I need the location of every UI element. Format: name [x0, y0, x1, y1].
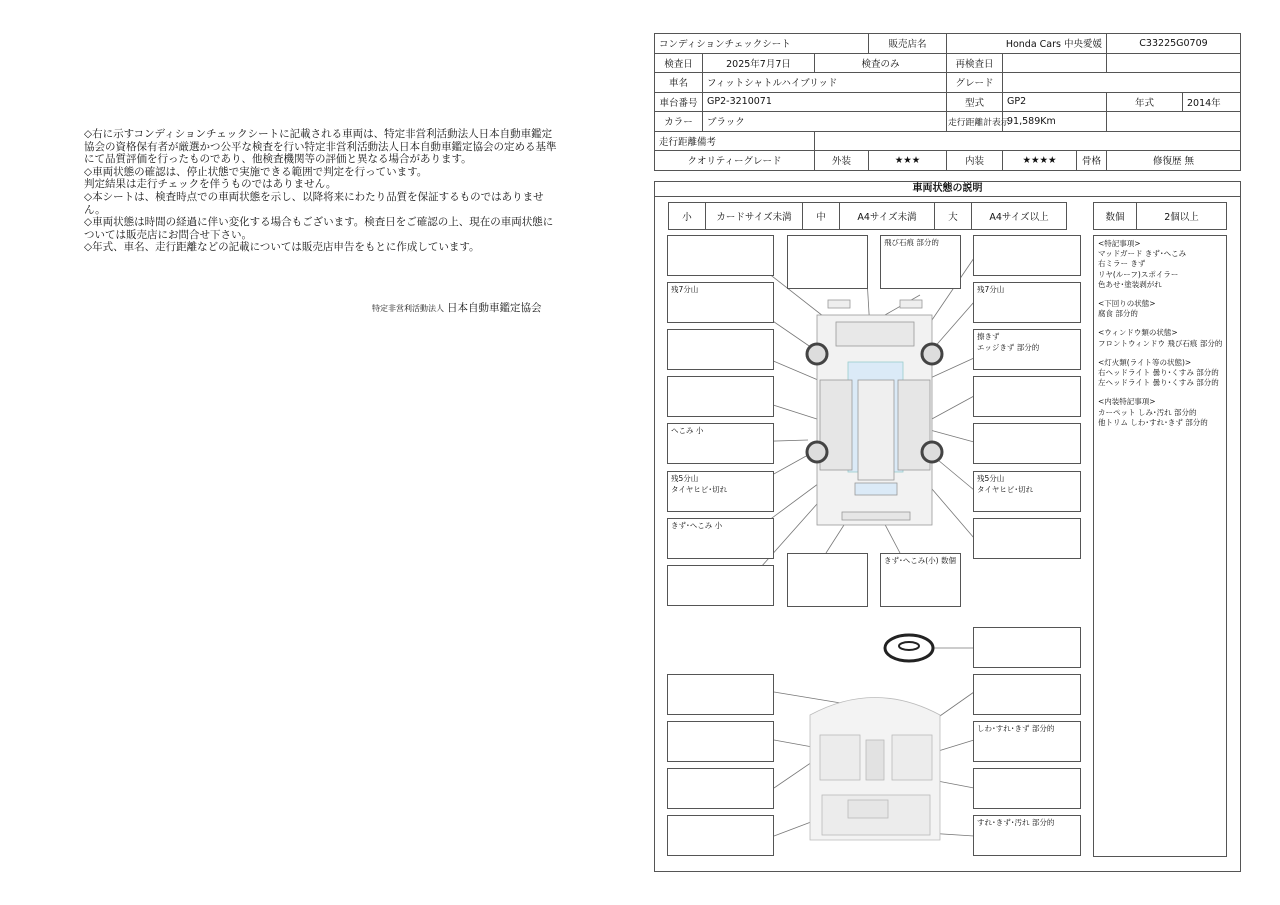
mileage-value: 91,589Km [1003, 112, 1107, 132]
annotation-roof: 飛び石痕 部分的 [880, 235, 961, 289]
remarks-panel [1093, 235, 1227, 857]
size-large-desc: A4サイズ以上 [971, 202, 1067, 230]
note-line: ◇右に示すコンディションチェックシートに記載される車両は、特定非営利活動法人日本自動車鑑定協会の資格保有者が厳選かつ公平な検査を行い特定非営利活動法人日本自動車鑑定協会の定める基準にて品質評価を行ったものであり、他検査機関等の評価と異なる場合があります。 [84, 128, 557, 166]
mileage-note-label: 走行距離備考 [655, 131, 815, 151]
annotation-right-front-door: 擦きず エッジきず 部分的 [973, 329, 1081, 370]
annotation-box [787, 553, 868, 607]
annotation-left-side: へこみ 小 [667, 423, 774, 464]
dealer-name: Honda Cars 中央愛媛 [947, 34, 1107, 54]
frame-label: 骨格 [1077, 151, 1107, 171]
reinspection-label: 再検査日 [947, 53, 1003, 73]
model-label: 型式 [947, 92, 1003, 112]
inspection-type: 検査のみ [815, 53, 947, 73]
annotation-box [973, 235, 1081, 276]
size-large-label: 大 [934, 202, 972, 230]
dealer-label: 販売店名 [869, 34, 947, 54]
association-main: 日本自動車鑑定協会 [447, 302, 542, 314]
chassis-number: GP2-3210071 [703, 92, 947, 112]
note-line: ◇車両状態の確認は、停止状態で実施できる範囲で判定を行っています。 [84, 165, 428, 178]
annotation-box [973, 376, 1081, 417]
annotation-tire-rear-right: 残5分山 タイヤヒビ･切れ [973, 471, 1081, 512]
remarks-interior: <内装特記事項> カーペット しみ･汚れ 部分的 他トリム しわ･すれ･きず 部分的 [1098, 397, 1208, 427]
annotation-box [667, 721, 774, 762]
interior-label: 内装 [947, 151, 1003, 171]
interior-stars: ★★★★ [1003, 151, 1077, 171]
annotation-box [667, 329, 774, 370]
annotation-box [973, 518, 1081, 559]
annotation-box [667, 815, 774, 856]
annotation-box [667, 768, 774, 809]
annotation-box [667, 674, 774, 715]
note-line: ◇年式、車名、走行距離などの記載については販売店申告をもとに作成しています。 [84, 241, 480, 254]
chassis-label: 車台番号 [655, 92, 703, 112]
color-value: ブラック [703, 112, 947, 132]
annotation-tire-front-left: 残7分山 [667, 282, 774, 323]
model-value: GP2 [1003, 92, 1107, 112]
note-line: 判定結果は走行チェックを伴うものではありません。 [84, 178, 337, 191]
annotation-tire-front-right: 残7分山 [973, 282, 1081, 323]
annotation-rear-seat-right: すれ･きず･汚れ 部分的 [973, 815, 1081, 856]
remarks-windows: <ウィンドウ類の状態> フロントウィンドウ 飛び石痕 部分的 [1098, 328, 1223, 348]
annotation-box [973, 423, 1081, 464]
size-medium-desc: A4サイズ未満 [839, 202, 935, 230]
size-medium-label: 中 [802, 202, 840, 230]
size-small-label: 小 [668, 202, 706, 230]
year-value: 2014年 [1183, 92, 1241, 112]
annotation-box [667, 235, 774, 276]
sheet-title: コンディションチェックシート [655, 34, 869, 54]
exterior-stars: ★★★ [869, 151, 947, 171]
inspection-date: 2025年7月7日 [703, 53, 815, 73]
car-top-view-drawing [817, 300, 932, 525]
condition-section-title: 車両状態の説明 [654, 181, 1241, 197]
repair-history: 修復歴 無 [1107, 151, 1241, 171]
color-label: カラー [655, 112, 703, 132]
association-prefix: 特定非営利活動法人 [372, 304, 444, 313]
count-value: 2個以上 [1136, 202, 1227, 230]
size-small-desc: カードサイズ未満 [705, 202, 803, 230]
year-label: 年式 [1107, 92, 1183, 112]
annotation-front-seat-right: しわ･すれ･きず 部分的 [973, 721, 1081, 762]
remarks-lights: <灯火類(ライト等の状態)> 右ヘッドライト 曇り･くすみ 部分的 左ヘッドライト 曇り･くすみ 部分的 [1098, 357, 1219, 388]
steering-wheel-icon [885, 635, 933, 661]
note-line: ◇車両状態は時間の経過に伴い変化する場合もございます。検査日をご確認の上、現在の車両状態については販売店にお問合せ下さい。 [84, 216, 554, 241]
annotation-box [973, 674, 1081, 715]
annotation-steering [973, 627, 1081, 668]
mileage-label: 走行距離計表示 [947, 112, 1003, 132]
annotation-box [667, 376, 774, 417]
quality-grade-label: クオリティーグレード [655, 151, 815, 171]
annotation-box [787, 235, 868, 289]
inspection-date-label: 検査日 [655, 53, 703, 73]
count-label: 数個 [1093, 202, 1137, 230]
annotation-left-rear: きず･へこみ 小 [667, 518, 774, 559]
remarks-special: <特記事項> マッドガード きず･へこみ 右ミラー きず リヤ(ルーフ)スポイラー 色あせ･塗装剥がれ [1098, 239, 1187, 289]
car-name-label: 車名 [655, 73, 703, 93]
grade-label: グレード [947, 73, 1003, 93]
car-name: フィットシャトルハイブリッド [703, 73, 947, 93]
note-line: ◇本シートは、検査時点での車両状態を示し、以降将来にわたり品質を保証するものではありません。 [84, 190, 544, 216]
car-interior-drawing [810, 698, 940, 841]
annotation-box [973, 768, 1081, 809]
annotation-box [667, 565, 774, 606]
remarks-underbody: <下回りの状態> 腐食 部分的 [1098, 299, 1156, 319]
annotation-tire-rear-left: 残5分山 タイヤヒビ･切れ [667, 471, 774, 512]
annotation-rear: きず･へこみ(小) 数個 [880, 553, 961, 607]
exterior-label: 外装 [815, 151, 869, 171]
sheet-code: C33225G0709 [1107, 34, 1241, 54]
